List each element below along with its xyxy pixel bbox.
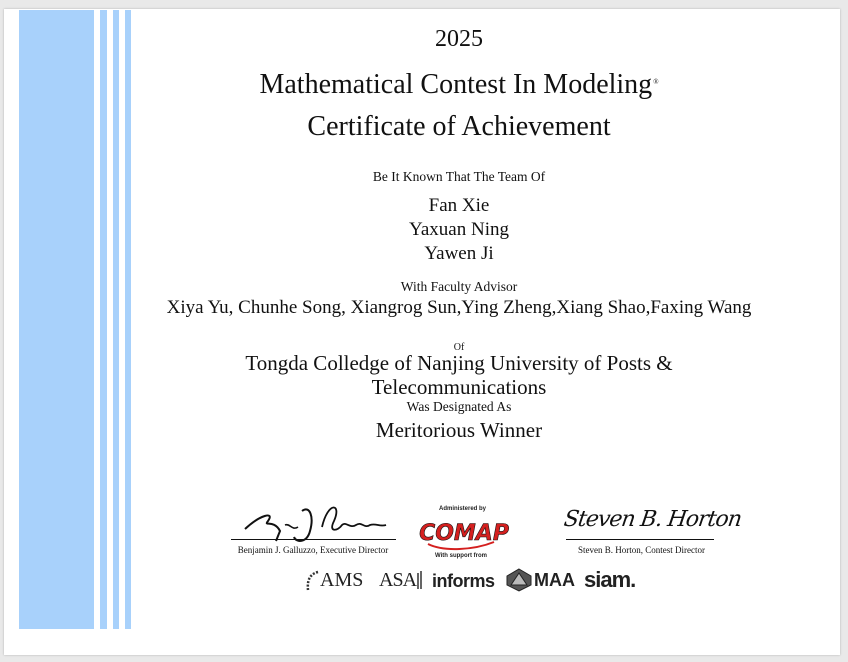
team-member: Yaxuan Ning bbox=[409, 219, 509, 240]
faculty-advisors: Xiya Yu, Chunhe Song, Xiangrog Sun,Ying Zheng,Xiang Shao,Faxing Wang bbox=[166, 297, 752, 318]
horton-signature: Steven B. Horton bbox=[562, 507, 743, 532]
certificate-page bbox=[4, 9, 840, 655]
maa-logo bbox=[506, 568, 575, 592]
blue-stripe-3 bbox=[125, 10, 131, 629]
contest-name bbox=[144, 69, 774, 101]
comap-logo-text: COMAP bbox=[419, 521, 509, 546]
ams-logo bbox=[304, 569, 363, 592]
contest-name-text: Mathematical Contest In Modeling bbox=[259, 69, 653, 100]
asa-logo-text: ASA bbox=[379, 569, 417, 591]
asa-mark-icon bbox=[416, 569, 424, 591]
maa-icosahedron-icon bbox=[506, 568, 532, 592]
right-signature-line bbox=[566, 539, 714, 540]
left-signature-line bbox=[231, 539, 396, 540]
registered-mark: ® bbox=[653, 78, 659, 86]
with-support-label: With support from bbox=[435, 553, 487, 559]
siam-logo-text: siam. bbox=[584, 567, 636, 592]
institution-line-2: Telecommunications bbox=[371, 375, 547, 399]
blue-stripe-2 bbox=[113, 10, 119, 629]
blue-stripe-1 bbox=[100, 10, 107, 629]
advisor-label: With Faculty Advisor bbox=[400, 279, 518, 294]
maa-logo-text: MAA bbox=[534, 569, 575, 590]
team-member: Fan Xie bbox=[428, 195, 490, 216]
intro-text: Be It Known That The Team Of bbox=[372, 169, 546, 184]
certificate-title: Certificate of Achievement bbox=[307, 111, 611, 142]
left-signature-caption: Benjamin J. Galluzzo, Executive Director bbox=[237, 545, 389, 555]
of-label: Of bbox=[453, 342, 465, 353]
informs-logo bbox=[432, 571, 495, 592]
asa-logo bbox=[379, 569, 424, 592]
award-level: Meritorious Winner bbox=[375, 418, 543, 442]
team-member: Yawen Ji bbox=[424, 243, 494, 264]
institution-line-1: Tongda Colledge of Nanjing University of Posts & bbox=[245, 351, 673, 375]
administered-by-label: Administered by bbox=[439, 506, 487, 512]
designated-label: Was Designated As bbox=[406, 399, 512, 414]
ams-mark-icon bbox=[304, 570, 320, 592]
right-signature-caption: Steven B. Horton, Contest Director bbox=[578, 545, 705, 555]
siam-logo bbox=[584, 567, 635, 593]
contest-year: 2025 bbox=[435, 26, 483, 52]
blue-stripe-wide bbox=[19, 10, 94, 629]
informs-logo-text: informs bbox=[432, 571, 495, 591]
ams-logo-text: AMS bbox=[320, 569, 364, 591]
comap-logo bbox=[419, 512, 509, 552]
